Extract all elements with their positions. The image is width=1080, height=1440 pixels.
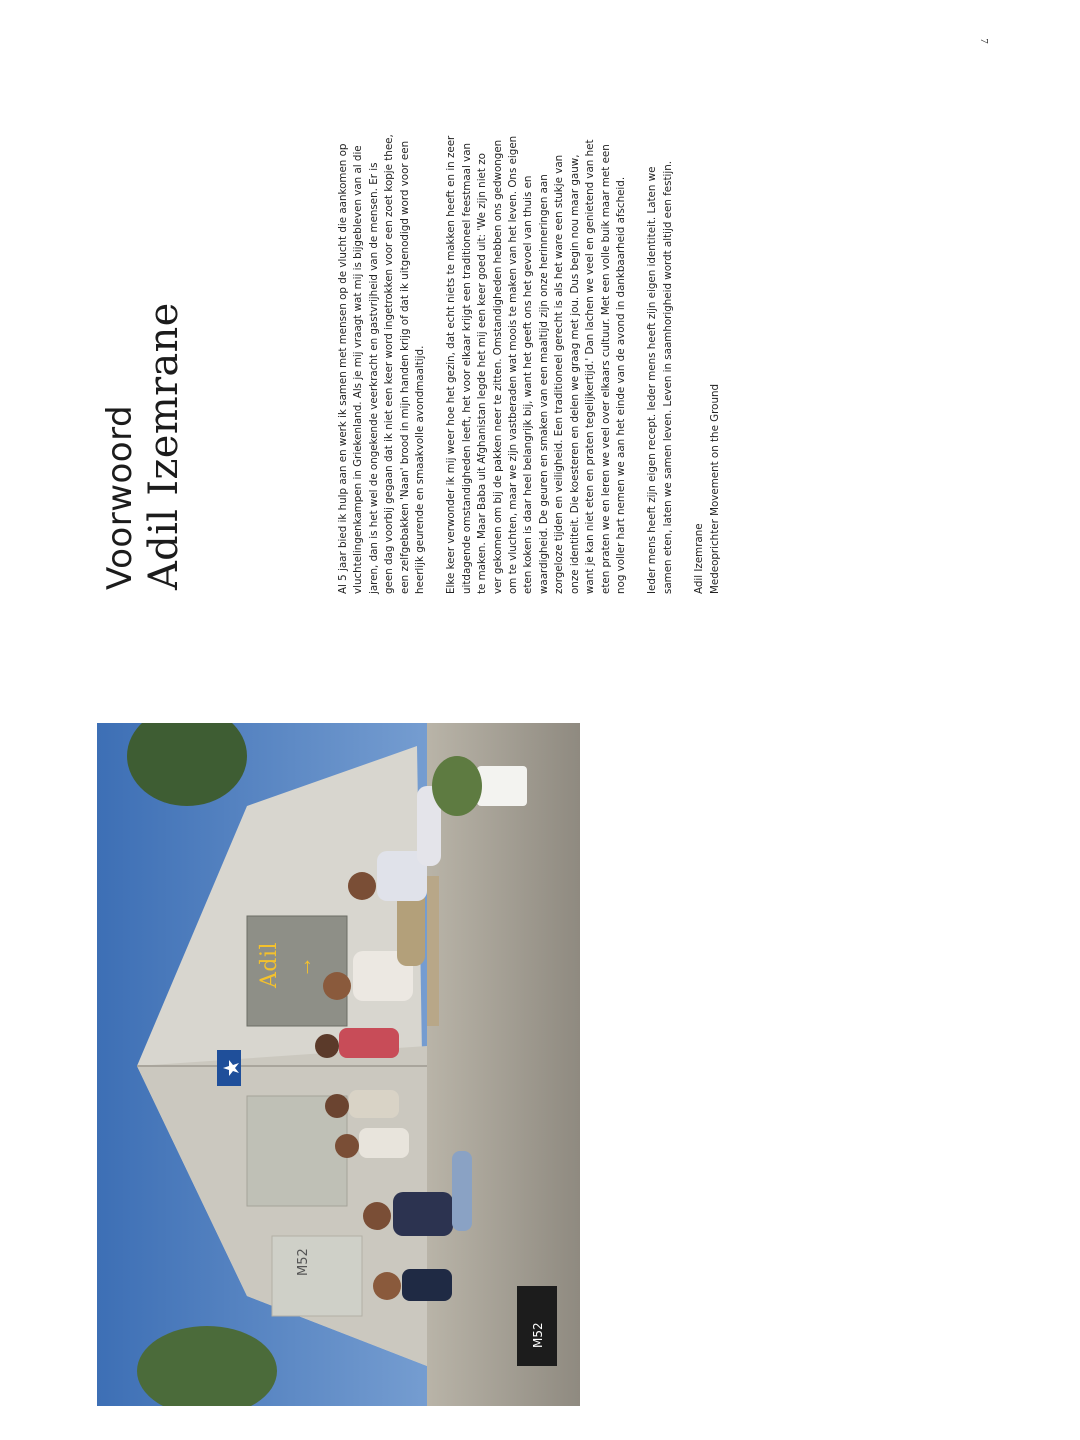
photo-illustration [97, 723, 580, 1406]
paragraph-3: Ieder mens heeft zijn eigen recept. Ieder mens heeft zijn eigen identiteit. Laten we samen eten, laten we samen leven. Leven in saamhorigheid wordt altijd een festijn. [646, 160, 674, 594]
paragraph-1: Al 5 jaar bied ik hulp aan en werk ik samen met mensen op de vlucht die aankomen op vluchtelingenkampen in Griekenland. Als je mij vraagt wat mij is bijgebleven van al die jaren, dan is het wel de ongekende veerkracht en gastvrijheid van de mensen. Er is geen dag voorbij gegaan dat ik niet een keer word ingetrokken voor een zoet kopje thee, een zelfgebakken 'Naan' brood in mijn handen krijg of dat ik uitgenodigd word voor een heerlijk geurende en smaakvolle avondmaaltijd. [337, 134, 427, 594]
signature-name: Adil Izemrane [693, 523, 706, 594]
body-text [336, 134, 723, 594]
bin-sign-text: M52 [531, 1322, 545, 1348]
signature [692, 134, 723, 594]
photo-arrow-icon: → [291, 956, 316, 978]
heading-block [100, 30, 188, 590]
tent-sign-text: M52 [296, 1248, 311, 1276]
group-photo [97, 723, 580, 1406]
paragraph-2: Elke keer verwonder ik mij weer hoe het gezin, dat echt niets te makken heeft en in zeer uitdagende omstandigheden leeft, het voor elkaar krijgt een traditioneel feestmaal van te maken. Maar Baba uit Afghanistan legde het mij een keer goed uit: 'We zijn niet zo ver gekomen om bij de pakken neer te zitten. Omstandigheden hebben ons gedwongen om te vluchten, maar we zijn vastberaden wat moois te maken van het leven. Ons eigen eten koken is daar heel belangrijk bij, want het geeft ons het gevoel van thuis en waardigheid. De geuren en smaken van een maaltijd zijn onze herinneringen aan zorgeloze tijden en veiligheid. Een traditioneel gerecht is als het ware een stukje van onze identiteit. Die koesteren en delen we graag met jou. Dus begin nou maar gauw, want je kan niet eten en praten tegelijkertijd.' Dan lachen we veel en genietend van het eten praten we en leren we veel over elkaars cultuur. Met een volle buik maar met een nog voller hart nemen we aan het einde van de avond in dankbaarheid afscheid. [445, 135, 627, 594]
page-number: 7 [978, 38, 990, 44]
signature-role: Medeoprichter Movement on the Ground [708, 383, 721, 594]
author-title: Adil Izemrane [141, 302, 187, 590]
chapter-title: Voorwoord [100, 404, 140, 590]
photo-label-adil: Adil [257, 941, 282, 988]
